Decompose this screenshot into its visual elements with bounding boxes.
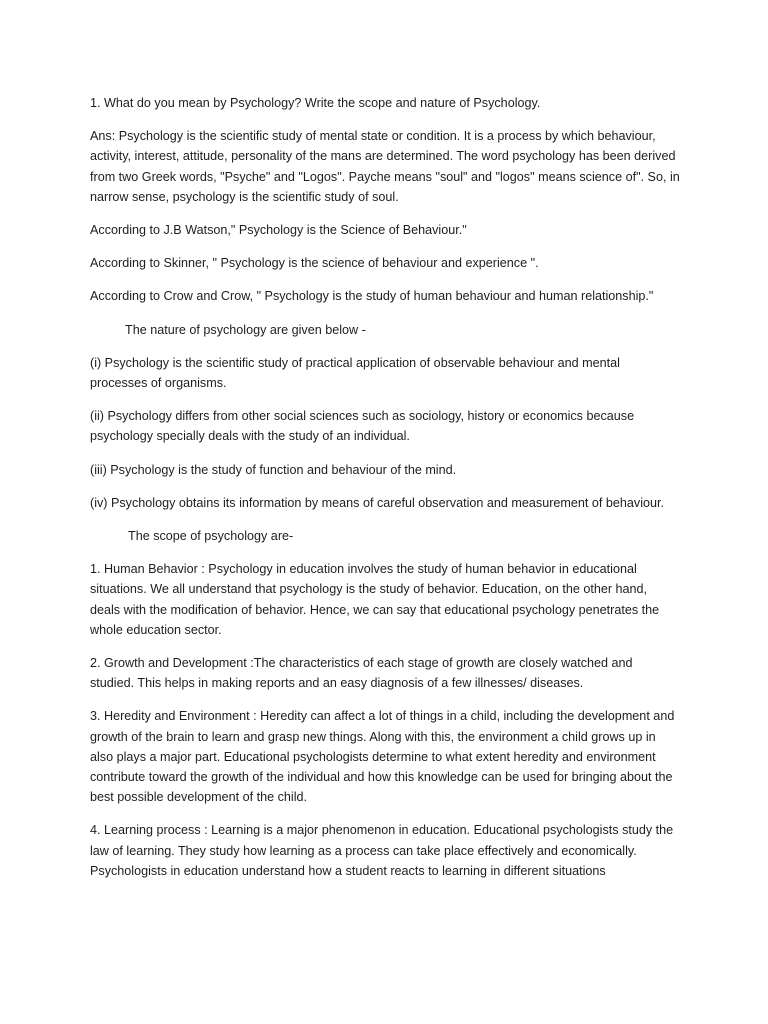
nature-point: (iii) Psychology is the study of function and behaviour of the mind. xyxy=(90,462,457,477)
scope-point: 1. Human Behavior : Psychology in education involves the study of human behavior in educational situations. We all understand that psychology is the study of behavior. Education, on the other hand, deals with the modification of behavior. Hence, we can say that educational psychology penetrates the whole education sector. xyxy=(90,562,660,637)
scope-point: 4. Learning process : Learning is a major phenomenon in education. Educational psychologists study the law of learning. They study how learning as a process can take place effectively and economically. Psychologists in education understand how a student reacts to learning in different situations xyxy=(90,823,674,878)
document-body xyxy=(90,93,680,894)
question-paragraph: 1. What do you mean by Psychology? Write the scope and nature of Psychology. xyxy=(90,96,541,110)
scope-point: 2. Growth and Development :The characteristics of each stage of growth are closely watched and studied. This helps in making reports and an easy diagnosis of a few illnesses/ diseases. xyxy=(90,656,633,691)
nature-point: (i) Psychology is the scientific study of practical application of observable behaviour and mental processes of organisms. xyxy=(90,355,620,391)
definition-watson: According to J.B Watson," Psychology is the Science of Behaviour." xyxy=(90,223,467,238)
answer-paragraph: Ans: Psychology is the scientific study of mental state or condition. It is a process by which behaviour, activity, interest, attitude, personality of the mans are determined. The word psychology has been derived from two Greek words, "Psyche" and "Logos". Payche means "soul" and "logos" means science of". So, in narrow sense, psychology is the scientific study of soul. xyxy=(90,129,680,204)
definition-crow: According to Crow and Crow, " Psychology is the study of human behaviour and human relationship." xyxy=(90,289,654,304)
scope-heading: The scope of psychology are- xyxy=(128,529,294,544)
scope-point: 3. Heredity and Environment : Heredity can affect a lot of things in a child, including the development and growth of the brain to learn and grasp new things. Along with this, the environment a child grows up in also plays a major part. Educational psychologists determine to what extent heredity and environment contribute toward the growth of the individual and how this knowledge can be used for bringing about the best possible development of the child. xyxy=(90,709,675,805)
definition-skinner: According to Skinner, " Psychology is the science of behaviour and experience ". xyxy=(90,256,539,271)
nature-point: (ii) Psychology differs from other social sciences such as sociology, history or economics because psychology specially deals with the study of an individual. xyxy=(90,409,635,444)
nature-heading: The nature of psychology are given below - xyxy=(125,322,366,337)
nature-point: (iv) Psychology obtains its information by means of careful observation and measurement of behaviour. xyxy=(90,495,665,510)
